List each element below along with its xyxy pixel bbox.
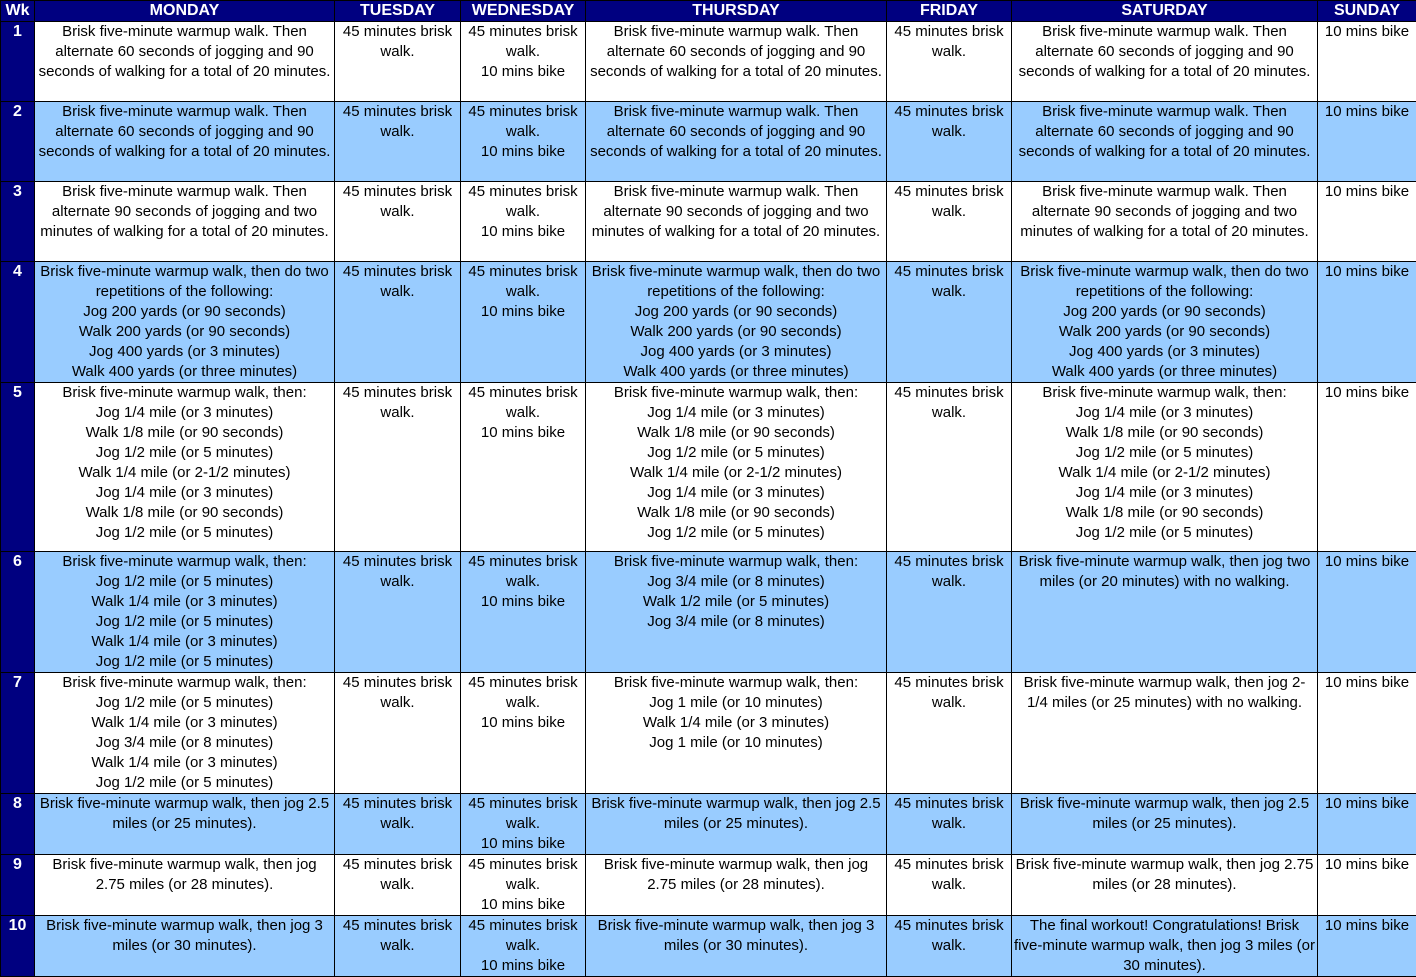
cell-wednesday: 45 minutes brisk walk. 10 mins bike [461, 552, 586, 673]
week-number: 8 [1, 794, 35, 855]
week-number: 6 [1, 552, 35, 673]
cell-thursday: Brisk five-minute warmup walk. Then alternate 60 seconds of jogging and 90 seconds of walking for a total of 20 minutes. [586, 22, 887, 102]
cell-wednesday: 45 minutes brisk walk. 10 mins bike [461, 673, 586, 794]
table-row [1, 22, 1416, 102]
table-row [1, 102, 1416, 182]
cell-tuesday: 45 minutes brisk walk. [335, 182, 461, 262]
cell-tuesday: 45 minutes brisk walk. [335, 855, 461, 916]
cell-wednesday: 45 minutes brisk walk. 10 mins bike [461, 855, 586, 916]
cell-sunday: 10 mins bike [1318, 673, 1416, 794]
cell-monday: Brisk five-minute warmup walk. Then alternate 60 seconds of jogging and 90 seconds of walking for a total of 20 minutes. [35, 102, 335, 182]
cell-saturday: Brisk five-minute warmup walk. Then alternate 60 seconds of jogging and 90 seconds of walking for a total of 20 minutes. [1012, 102, 1318, 182]
cell-sunday: 10 mins bike [1318, 22, 1416, 102]
cell-thursday: Brisk five-minute warmup walk, then: Jog 1 mile (or 10 minutes) Walk 1/4 mile (or 3 minutes) Jog 1 mile (or 10 minutes) [586, 673, 887, 794]
cell-tuesday: 45 minutes brisk walk. [335, 22, 461, 102]
cell-monday: Brisk five-minute warmup walk, then jog 2.5 miles (or 25 minutes). [35, 794, 335, 855]
cell-thursday: Brisk five-minute warmup walk, then do two repetitions of the following: Jog 200 yards (or 90 seconds) Walk 200 yards (or 90 seconds) Jog 400 yards (or 3 minutes) Walk 400 yards (or three minutes) [586, 262, 887, 383]
cell-wednesday: 45 minutes brisk walk. 10 mins bike [461, 102, 586, 182]
cell-friday: 45 minutes brisk walk. [887, 552, 1012, 673]
cell-saturday: Brisk five-minute warmup walk. Then alternate 90 seconds of jogging and two minutes of walking for a total of 20 minutes. [1012, 182, 1318, 262]
table-row [1, 383, 1416, 552]
cell-saturday: The final workout! Congratulations! Brisk five-minute warmup walk, then jog 3 miles (or 30 minutes). [1012, 916, 1318, 977]
cell-friday: 45 minutes brisk walk. [887, 673, 1012, 794]
cell-sunday: 10 mins bike [1318, 794, 1416, 855]
cell-friday: 45 minutes brisk walk. [887, 855, 1012, 916]
week-number: 2 [1, 102, 35, 182]
cell-monday: Brisk five-minute warmup walk, then jog 3 miles (or 30 minutes). [35, 916, 335, 977]
cell-saturday: Brisk five-minute warmup walk, then jog two miles (or 20 minutes) with no walking. [1012, 552, 1318, 673]
schedule-body [1, 22, 1416, 977]
cell-saturday: Brisk five-minute warmup walk, then: Jog 1/4 mile (or 3 minutes) Walk 1/8 mile (or 90 seconds) Jog 1/2 mile (or 5 minutes) Walk 1/4 mile (or 2-1/2 minutes) Jog 1/4 mile (or 3 minutes) Walk 1/8 mile (or 90 seconds) Jog 1/2 mile (or 5 minutes) [1012, 383, 1318, 552]
cell-monday: Brisk five-minute warmup walk, then do two repetitions of the following: Jog 200 yards (or 90 seconds) Walk 200 yards (or 90 seconds) Jog 400 yards (or 3 minutes) Walk 400 yards (or three minutes) [35, 262, 335, 383]
cell-sunday: 10 mins bike [1318, 383, 1416, 552]
cell-wednesday: 45 minutes brisk walk. 10 mins bike [461, 794, 586, 855]
cell-sunday: 10 mins bike [1318, 262, 1416, 383]
cell-friday: 45 minutes brisk walk. [887, 383, 1012, 552]
cell-friday: 45 minutes brisk walk. [887, 794, 1012, 855]
week-number: 7 [1, 673, 35, 794]
table-row [1, 262, 1416, 383]
cell-sunday: 10 mins bike [1318, 102, 1416, 182]
week-number: 4 [1, 262, 35, 383]
cell-thursday: Brisk five-minute warmup walk. Then alternate 90 seconds of jogging and two minutes of walking for a total of 20 minutes. [586, 182, 887, 262]
header-thursday: THURSDAY [586, 1, 887, 22]
table-row [1, 855, 1416, 916]
cell-friday: 45 minutes brisk walk. [887, 102, 1012, 182]
cell-friday: 45 minutes brisk walk. [887, 22, 1012, 102]
table-row [1, 673, 1416, 794]
cell-tuesday: 45 minutes brisk walk. [335, 916, 461, 977]
cell-thursday: Brisk five-minute warmup walk, then jog 3 miles (or 30 minutes). [586, 916, 887, 977]
cell-monday: Brisk five-minute warmup walk, then: Jog 1/2 mile (or 5 minutes) Walk 1/4 mile (or 3 minutes) Jog 3/4 mile (or 8 minutes) Walk 1/4 mile (or 3 minutes) Jog 1/2 mile (or 5 minutes) [35, 673, 335, 794]
cell-wednesday: 45 minutes brisk walk. 10 mins bike [461, 383, 586, 552]
header-monday: MONDAY [35, 1, 335, 22]
header-sunday: SUNDAY [1318, 1, 1416, 22]
cell-monday: Brisk five-minute warmup walk. Then alternate 60 seconds of jogging and 90 seconds of walking for a total of 20 minutes. [35, 22, 335, 102]
cell-wednesday: 45 minutes brisk walk. 10 mins bike [461, 916, 586, 977]
table-row [1, 552, 1416, 673]
cell-thursday: Brisk five-minute warmup walk. Then alternate 60 seconds of jogging and 90 seconds of walking for a total of 20 minutes. [586, 102, 887, 182]
cell-saturday: Brisk five-minute warmup walk, then jog 2.5 miles (or 25 minutes). [1012, 794, 1318, 855]
cell-tuesday: 45 minutes brisk walk. [335, 102, 461, 182]
cell-saturday: Brisk five-minute warmup walk. Then alternate 60 seconds of jogging and 90 seconds of walking for a total of 20 minutes. [1012, 22, 1318, 102]
week-number: 10 [1, 916, 35, 977]
header-saturday: SATURDAY [1012, 1, 1318, 22]
cell-tuesday: 45 minutes brisk walk. [335, 383, 461, 552]
cell-wednesday: 45 minutes brisk walk. 10 mins bike [461, 182, 586, 262]
week-number: 1 [1, 22, 35, 102]
cell-monday: Brisk five-minute warmup walk, then: Jog 1/2 mile (or 5 minutes) Walk 1/4 mile (or 3 minutes) Jog 1/2 mile (or 5 minutes) Walk 1/4 mile (or 3 minutes) Jog 1/2 mile (or 5 minutes) [35, 552, 335, 673]
cell-wednesday: 45 minutes brisk walk. 10 mins bike [461, 22, 586, 102]
cell-wednesday: 45 minutes brisk walk. 10 mins bike [461, 262, 586, 383]
cell-saturday: Brisk five-minute warmup walk, then jog 2.75 miles (or 28 minutes). [1012, 855, 1318, 916]
cell-sunday: 10 mins bike [1318, 182, 1416, 262]
cell-sunday: 10 mins bike [1318, 855, 1416, 916]
cell-thursday: Brisk five-minute warmup walk, then jog 2.5 miles (or 25 minutes). [586, 794, 887, 855]
cell-thursday: Brisk five-minute warmup walk, then jog 2.75 miles (or 28 minutes). [586, 855, 887, 916]
cell-thursday: Brisk five-minute warmup walk, then: Jog 3/4 mile (or 8 minutes) Walk 1/2 mile (or 5 minutes) Jog 3/4 mile (or 8 minutes) [586, 552, 887, 673]
cell-monday: Brisk five-minute warmup walk, then: Jog 1/4 mile (or 3 minutes) Walk 1/8 mile (or 90 seconds) Jog 1/2 mile (or 5 minutes) Walk 1/4 mile (or 2-1/2 minutes) Jog 1/4 mile (or 3 minutes) Walk 1/8 mile (or 90 seconds) Jog 1/2 mile (or 5 minutes) [35, 383, 335, 552]
header-week: Wk [1, 1, 35, 22]
cell-friday: 45 minutes brisk walk. [887, 262, 1012, 383]
cell-saturday: Brisk five-minute warmup walk, then do two repetitions of the following: Jog 200 yards (or 90 seconds) Walk 200 yards (or 90 seconds) Jog 400 yards (or 3 minutes) Walk 400 yards (or three minutes) [1012, 262, 1318, 383]
cell-thursday: Brisk five-minute warmup walk, then: Jog 1/4 mile (or 3 minutes) Walk 1/8 mile (or 90 seconds) Jog 1/2 mile (or 5 minutes) Walk 1/4 mile (or 2-1/2 minutes) Jog 1/4 mile (or 3 minutes) Walk 1/8 mile (or 90 seconds) Jog 1/2 mile (or 5 minutes) [586, 383, 887, 552]
table-row [1, 182, 1416, 262]
header-friday: FRIDAY [887, 1, 1012, 22]
cell-tuesday: 45 minutes brisk walk. [335, 262, 461, 383]
cell-tuesday: 45 minutes brisk walk. [335, 794, 461, 855]
cell-monday: Brisk five-minute warmup walk, then jog 2.75 miles (or 28 minutes). [35, 855, 335, 916]
header-row [1, 1, 1416, 22]
cell-tuesday: 45 minutes brisk walk. [335, 673, 461, 794]
cell-monday: Brisk five-minute warmup walk. Then alternate 90 seconds of jogging and two minutes of walking for a total of 20 minutes. [35, 182, 335, 262]
week-number: 3 [1, 182, 35, 262]
table-row [1, 794, 1416, 855]
header-tuesday: TUESDAY [335, 1, 461, 22]
cell-tuesday: 45 minutes brisk walk. [335, 552, 461, 673]
header-wednesday: WEDNESDAY [461, 1, 586, 22]
week-number: 5 [1, 383, 35, 552]
week-number: 9 [1, 855, 35, 916]
cell-sunday: 10 mins bike [1318, 552, 1416, 673]
table-row [1, 916, 1416, 977]
cell-friday: 45 minutes brisk walk. [887, 182, 1012, 262]
cell-sunday: 10 mins bike [1318, 916, 1416, 977]
cell-saturday: Brisk five-minute warmup walk, then jog 2-1/4 miles (or 25 minutes) with no walking. [1012, 673, 1318, 794]
cell-friday: 45 minutes brisk walk. [887, 916, 1012, 977]
